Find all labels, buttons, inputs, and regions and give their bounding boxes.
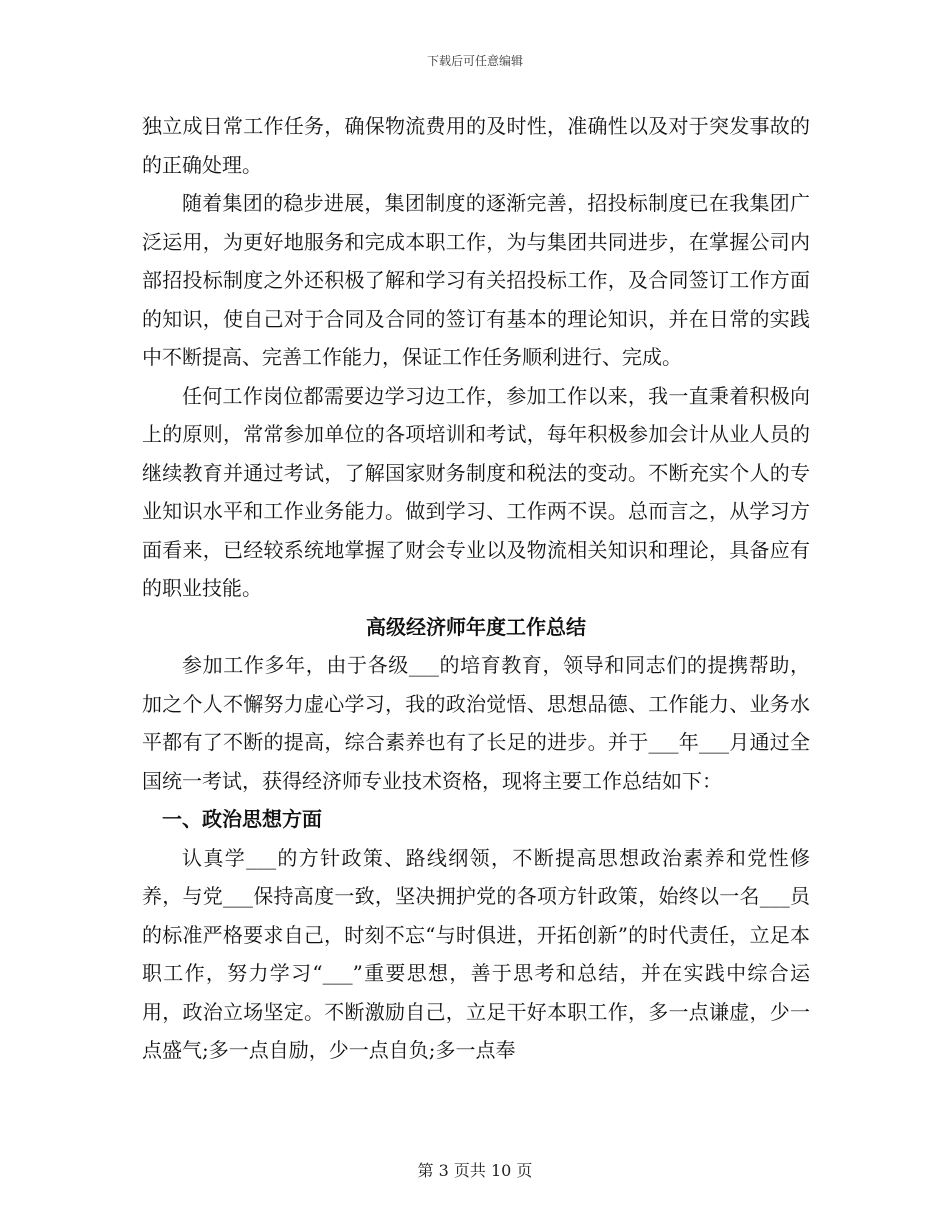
document-body xyxy=(142,107,810,1070)
paragraph-continued: 独立成日常工作任务，确保物流费用的及时性，准确性以及对于突发事故的的正确处理。 xyxy=(142,114,810,177)
page-footer: 第 3 页共 10 页 xyxy=(417,1161,533,1180)
section-heading-politics: 一、政治思想方面 xyxy=(162,807,322,831)
document-title: 高级经济师年度工作总结 xyxy=(366,614,586,639)
paragraph-politics: 认真学___的方针政策、路线纲领，不断提高思想政治素养和党性修养，与党___保持高度一致，坚决拥护党的各项方针政策，始终以一名___员的标准严格要求自己，时刻不忘“与时俱进，开拓创新”的时代责任，立足本职工作，努力学习“___”重要思想，善于思考和总结，并在实践中综合运用，政治立场坚定。不断激励自己，立足干好本职工作，多一点谦虚，少一点盛气;多一点自励，少一点自负;多一点奉 xyxy=(142,845,810,1062)
paragraph-intro: 参加工作多年，由于各级___的培育教育，领导和同志们的提携帮助，加之个人不懈努力虚心学习，我的政治觉悟、思想品德、工作能力、业务水平都有了不断的提高，综合素养也有了长足的进步。并于___年___月通过全国统一考试，获得经济师专业技术资格，现将主要工作总结如下： xyxy=(142,653,810,793)
paragraph-learning: 任何工作岗位都需要边学习边工作，参加工作以来，我一直秉着积极向上的原则，常常参加单位的各项培训和考试，每年积极参加会计从业人员的继续教育并通过考试，了解国家财务制度和税法的变动。不断充实个人的专业知识水平和工作业务能力。做到学习、工作两不误。总而言之，从学习方面看来，已经较系统地掌握了财会专业以及物流相关知识和理论，具备应有的职业技能。 xyxy=(142,383,810,600)
paragraph-bidding: 随着集团的稳步进展，集团制度的逐渐完善，招投标制度已在我集团广泛运用，为更好地服务和完成本职工作，为与集团共同进步，在掌握公司内部招投标制度之外还积极了解和学习有关招投标工作，及合同签订工作方面的知识，使自己对于合同及合同的签订有基本的理论知识，并在日常的实践中不断提高、完善工作能力，保证工作任务顺利进行、完成。 xyxy=(142,191,810,369)
header-note: 下载后可任意编辑 xyxy=(426,54,523,68)
